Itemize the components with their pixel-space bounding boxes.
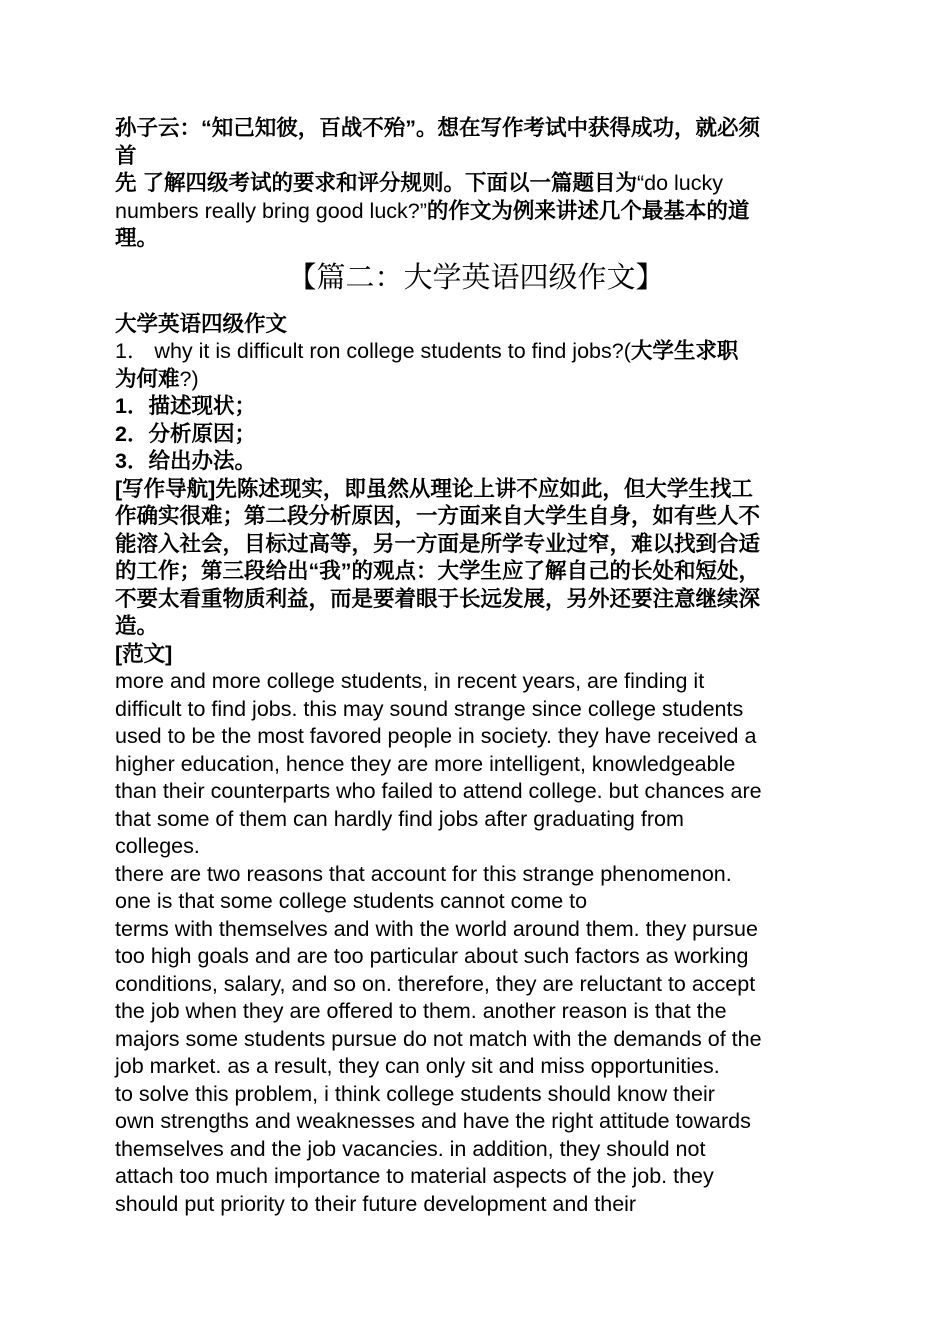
- essay-line: should put priority to their future development and their: [115, 1191, 637, 1216]
- topic-line: [115, 338, 837, 366]
- essay-line: to solve this problem, i think college students should know their: [115, 1081, 715, 1106]
- essay-line: the job when they are offered to them. another reason is that the: [115, 999, 727, 1023]
- topic: [115, 338, 837, 393]
- essay-title: 大学英语四级作文: [115, 311, 288, 336]
- guide-line: 不要太看重物质利益，而是要着眼于长远发展，另外还要注意继续深: [115, 586, 761, 611]
- essay-line: than their counterparts who failed to attend college. but chances are: [115, 779, 762, 803]
- essay-line: conditions, salary, and so on. therefore, they are reluctant to accept: [115, 971, 756, 996]
- topic-text-bold: 大学生求职: [630, 339, 739, 363]
- intro-line: [115, 170, 837, 198]
- intro-line: [115, 198, 837, 226]
- essay-line: higher education, hence they are more intelligent, knowledgeable: [115, 751, 736, 776]
- intro-paragraph: [115, 115, 837, 253]
- document-page: [115, 115, 837, 1218]
- essay-line: more and more college students, in recent years, are finding it: [115, 669, 705, 693]
- essay-line: colleges.: [115, 834, 200, 858]
- intro-text-plain: “do lucky: [636, 171, 724, 195]
- sample-essay: [115, 668, 837, 1218]
- topic-text-bold: 为何难: [115, 366, 180, 391]
- topic-text-plain: 1． why it is difficult ron college students to find jobs?(: [115, 339, 631, 363]
- intro-line: 孙子云：“知己知彼，百战不殆”。想在写作考试中获得成功，就必须: [115, 116, 761, 140]
- topic-text-plain: ?): [179, 366, 199, 391]
- sample-essay-label: [范文]: [115, 641, 173, 666]
- writing-guide: [115, 476, 837, 641]
- essay-line: themselves and the job vacancies. in addition, they should not: [115, 1136, 706, 1161]
- outline-list: [115, 393, 837, 476]
- intro-text-bold: 先 了解四级考试的要求和评分规则。下面以一篇题目为: [115, 171, 637, 195]
- intro-text-bold: 的作文为例来讲述几个最基本的道: [426, 198, 750, 223]
- essay-line: majors some students pursue do not match with the demands of the: [115, 1026, 762, 1051]
- outline-item: 1．描述现状；: [115, 394, 256, 418]
- guide-line: 的工作；第三段给出“我”的观点：大学生应了解自己的长处和短处，: [115, 559, 761, 583]
- intro-text-plain: numbers really bring good luck?”: [115, 198, 427, 223]
- essay-line: that some of them can hardly find jobs after graduating from: [115, 806, 684, 831]
- essay-line: used to be the most favored people in society. they have received a: [115, 724, 757, 748]
- essay-line: own strengths and weaknesses and have the right attitude towards: [115, 1109, 751, 1133]
- guide-line: 作确实很难；第二段分析原因，一方面来自大学生自身，如有些人不: [115, 504, 761, 528]
- intro-line: 首: [115, 143, 137, 168]
- essay-line: too high goals and are too particular about such factors as working: [115, 944, 749, 968]
- guide-line: 造。: [115, 614, 159, 638]
- topic-line: [115, 366, 837, 394]
- essay-line: there are two reasons that account for this strange phenomenon.: [115, 861, 732, 886]
- essay-line: one is that some college students cannot come to: [115, 889, 588, 913]
- essay-line: difficult to find jobs. this may sound strange since college students: [115, 696, 744, 721]
- guide-line: 能溶入社会，目标过高等，另一方面是所学专业过窄，难以找到合适: [115, 531, 761, 556]
- essay-line: job market. as a result, they can only sit and miss opportunities.: [115, 1054, 720, 1078]
- guide-line: [写作导航]先陈述现实，即虽然从理论上讲不应如此，但大学生找工: [115, 476, 753, 501]
- section-heading: 【篇二：大学英语四级作文】: [287, 259, 665, 294]
- outline-item: 2．分析原因；: [115, 421, 256, 446]
- outline-item: 3．给出办法。: [115, 449, 256, 473]
- intro-line: 理。: [115, 226, 159, 250]
- essay-line: attach too much importance to material aspects of the job. they: [115, 1164, 714, 1188]
- essay-line: terms with themselves and with the world around them. they pursue: [115, 916, 758, 941]
